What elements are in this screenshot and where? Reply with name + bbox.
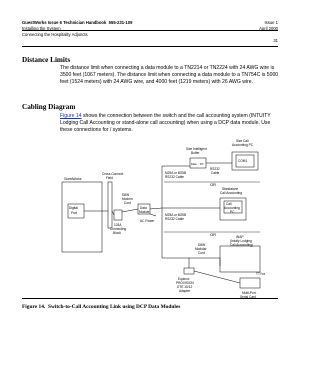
- d8w-line1: D8W: [122, 193, 130, 197]
- figure-caption: [22, 304, 180, 310]
- header-rule-bottom: [22, 46, 278, 47]
- or-label-1: OR: [210, 182, 216, 187]
- adapter-line2: PROVISION: [176, 281, 194, 285]
- multi-port-line2: Serial Card: [240, 295, 256, 298]
- multi-port-card-box: [240, 278, 260, 288]
- digital-port-line2: Port: [71, 211, 77, 215]
- rs232-line2: Cable: [211, 171, 220, 175]
- call-pc-line2: Accounting: [224, 206, 240, 210]
- rs232-line1: RS232: [210, 167, 220, 171]
- caption-rule: [22, 298, 278, 299]
- intuity-line3: Call Accounting): [230, 243, 254, 247]
- ttyxx-label: TTYxx: [256, 272, 266, 276]
- intuity-pc: [220, 246, 260, 272]
- data-module-line1: Data: [140, 206, 147, 210]
- d8w-line3: Cord: [124, 201, 131, 205]
- standalone-line2: Call Accounting: [220, 191, 242, 195]
- size-call-line1: Size Call: [236, 139, 249, 143]
- call-pc-line3: PC: [230, 210, 235, 214]
- cable1-line1: M25A or M25B: [165, 171, 187, 175]
- connecting-block-box: [114, 210, 122, 220]
- cable2-line2: RS232 Cable: [165, 217, 184, 221]
- section-title: Installing the System: [22, 26, 61, 31]
- header-rule-top: [22, 30, 278, 31]
- call-pc-line1: Call: [226, 202, 232, 206]
- standalone-line1: Standalone: [222, 187, 239, 191]
- multi-port-line1: Multi-Port: [242, 291, 256, 295]
- d8w-modular-line3: Cord: [198, 251, 205, 255]
- com1-label: COM1: [238, 159, 248, 163]
- guestworks-label: GuestWorks: [64, 177, 82, 181]
- d8w-modular-line1: D8W: [198, 243, 206, 247]
- cable1-line2: RS232 Cable: [165, 175, 184, 179]
- figure-caption-text: Switch-to-Call Accounting Link using DCP Data Modules: [47, 304, 181, 310]
- adapter-line4: Adapter: [179, 289, 191, 293]
- cabling-paragraph-text: shows the connection between the switch and the call accounting system (INTUITY Lodging Call Accounting or stand-alone call accounting) when using a DCP data module. Use these connections for / systems.: [60, 113, 271, 133]
- subsection-title: Connecting the Hospitality Adjuncts: [22, 32, 88, 37]
- block-line3: Block: [113, 231, 121, 235]
- buffer-line1: Size Intelligent: [186, 147, 207, 151]
- cable2-line1: M25A or M25B: [165, 213, 187, 217]
- intuity-line1: INAP: [236, 235, 244, 239]
- cabling-diagram: [60, 138, 280, 298]
- data-module-line2: Module: [139, 210, 150, 214]
- page-number: 31: [273, 38, 278, 43]
- cross-connect-bar: [108, 182, 112, 228]
- cross-connect-line1: Cross-Connect: [102, 172, 124, 176]
- d8w-modular-line2: Modular: [195, 247, 207, 251]
- distance-heading: Distance Limits: [22, 56, 71, 64]
- d8w-line2: Modem: [122, 197, 133, 201]
- buffer-line2: Buffer: [191, 151, 200, 155]
- buffer-port-pc: PC: [200, 163, 204, 166]
- cross-connect-line2: Field: [106, 176, 113, 180]
- handbook-code: 555-231-109: [108, 20, 133, 25]
- size-call-line2: Accounting PC: [232, 143, 254, 147]
- digital-port-line1: Digital: [69, 206, 78, 210]
- ac-power-label: AC Power: [140, 219, 155, 223]
- figure-link[interactable]: Figure 14: [60, 113, 82, 119]
- cabling-paragraph: [60, 113, 280, 134]
- or-label-2: OR: [210, 232, 216, 237]
- intuity-line2: (Intuity Lodging: [230, 239, 252, 243]
- buffer-port-data: Data: [191, 163, 197, 166]
- handbook-title: GuestWorks Issue 6 Technician Handbook: [22, 20, 107, 25]
- issue-label: Issue 1: [264, 20, 278, 25]
- distance-paragraph: The distance limit when connecting a data module to a TN2214 or TN2224 with 24 AWG wire is 3500 feet (1067 meters). The distance limit when connecting a data module to a TN754C is 5000 feet (1524 meters) with 24 AWG wire, and 4000 feet (1219 meters) with 26 AWG wire.: [60, 65, 279, 85]
- figure-caption-label: Figure 14.: [22, 304, 46, 310]
- block-line1: 103A: [114, 223, 122, 227]
- cabling-heading: Cabling Diagram: [22, 103, 76, 111]
- adapter-box: [184, 268, 194, 274]
- date-label: April 2000: [259, 26, 278, 31]
- adapter-line1: Equinox: [178, 277, 190, 281]
- adapter-line3: DTE 10/12: [177, 285, 193, 289]
- block-line2: Connecting: [110, 227, 127, 231]
- running-header-right: [259, 20, 278, 44]
